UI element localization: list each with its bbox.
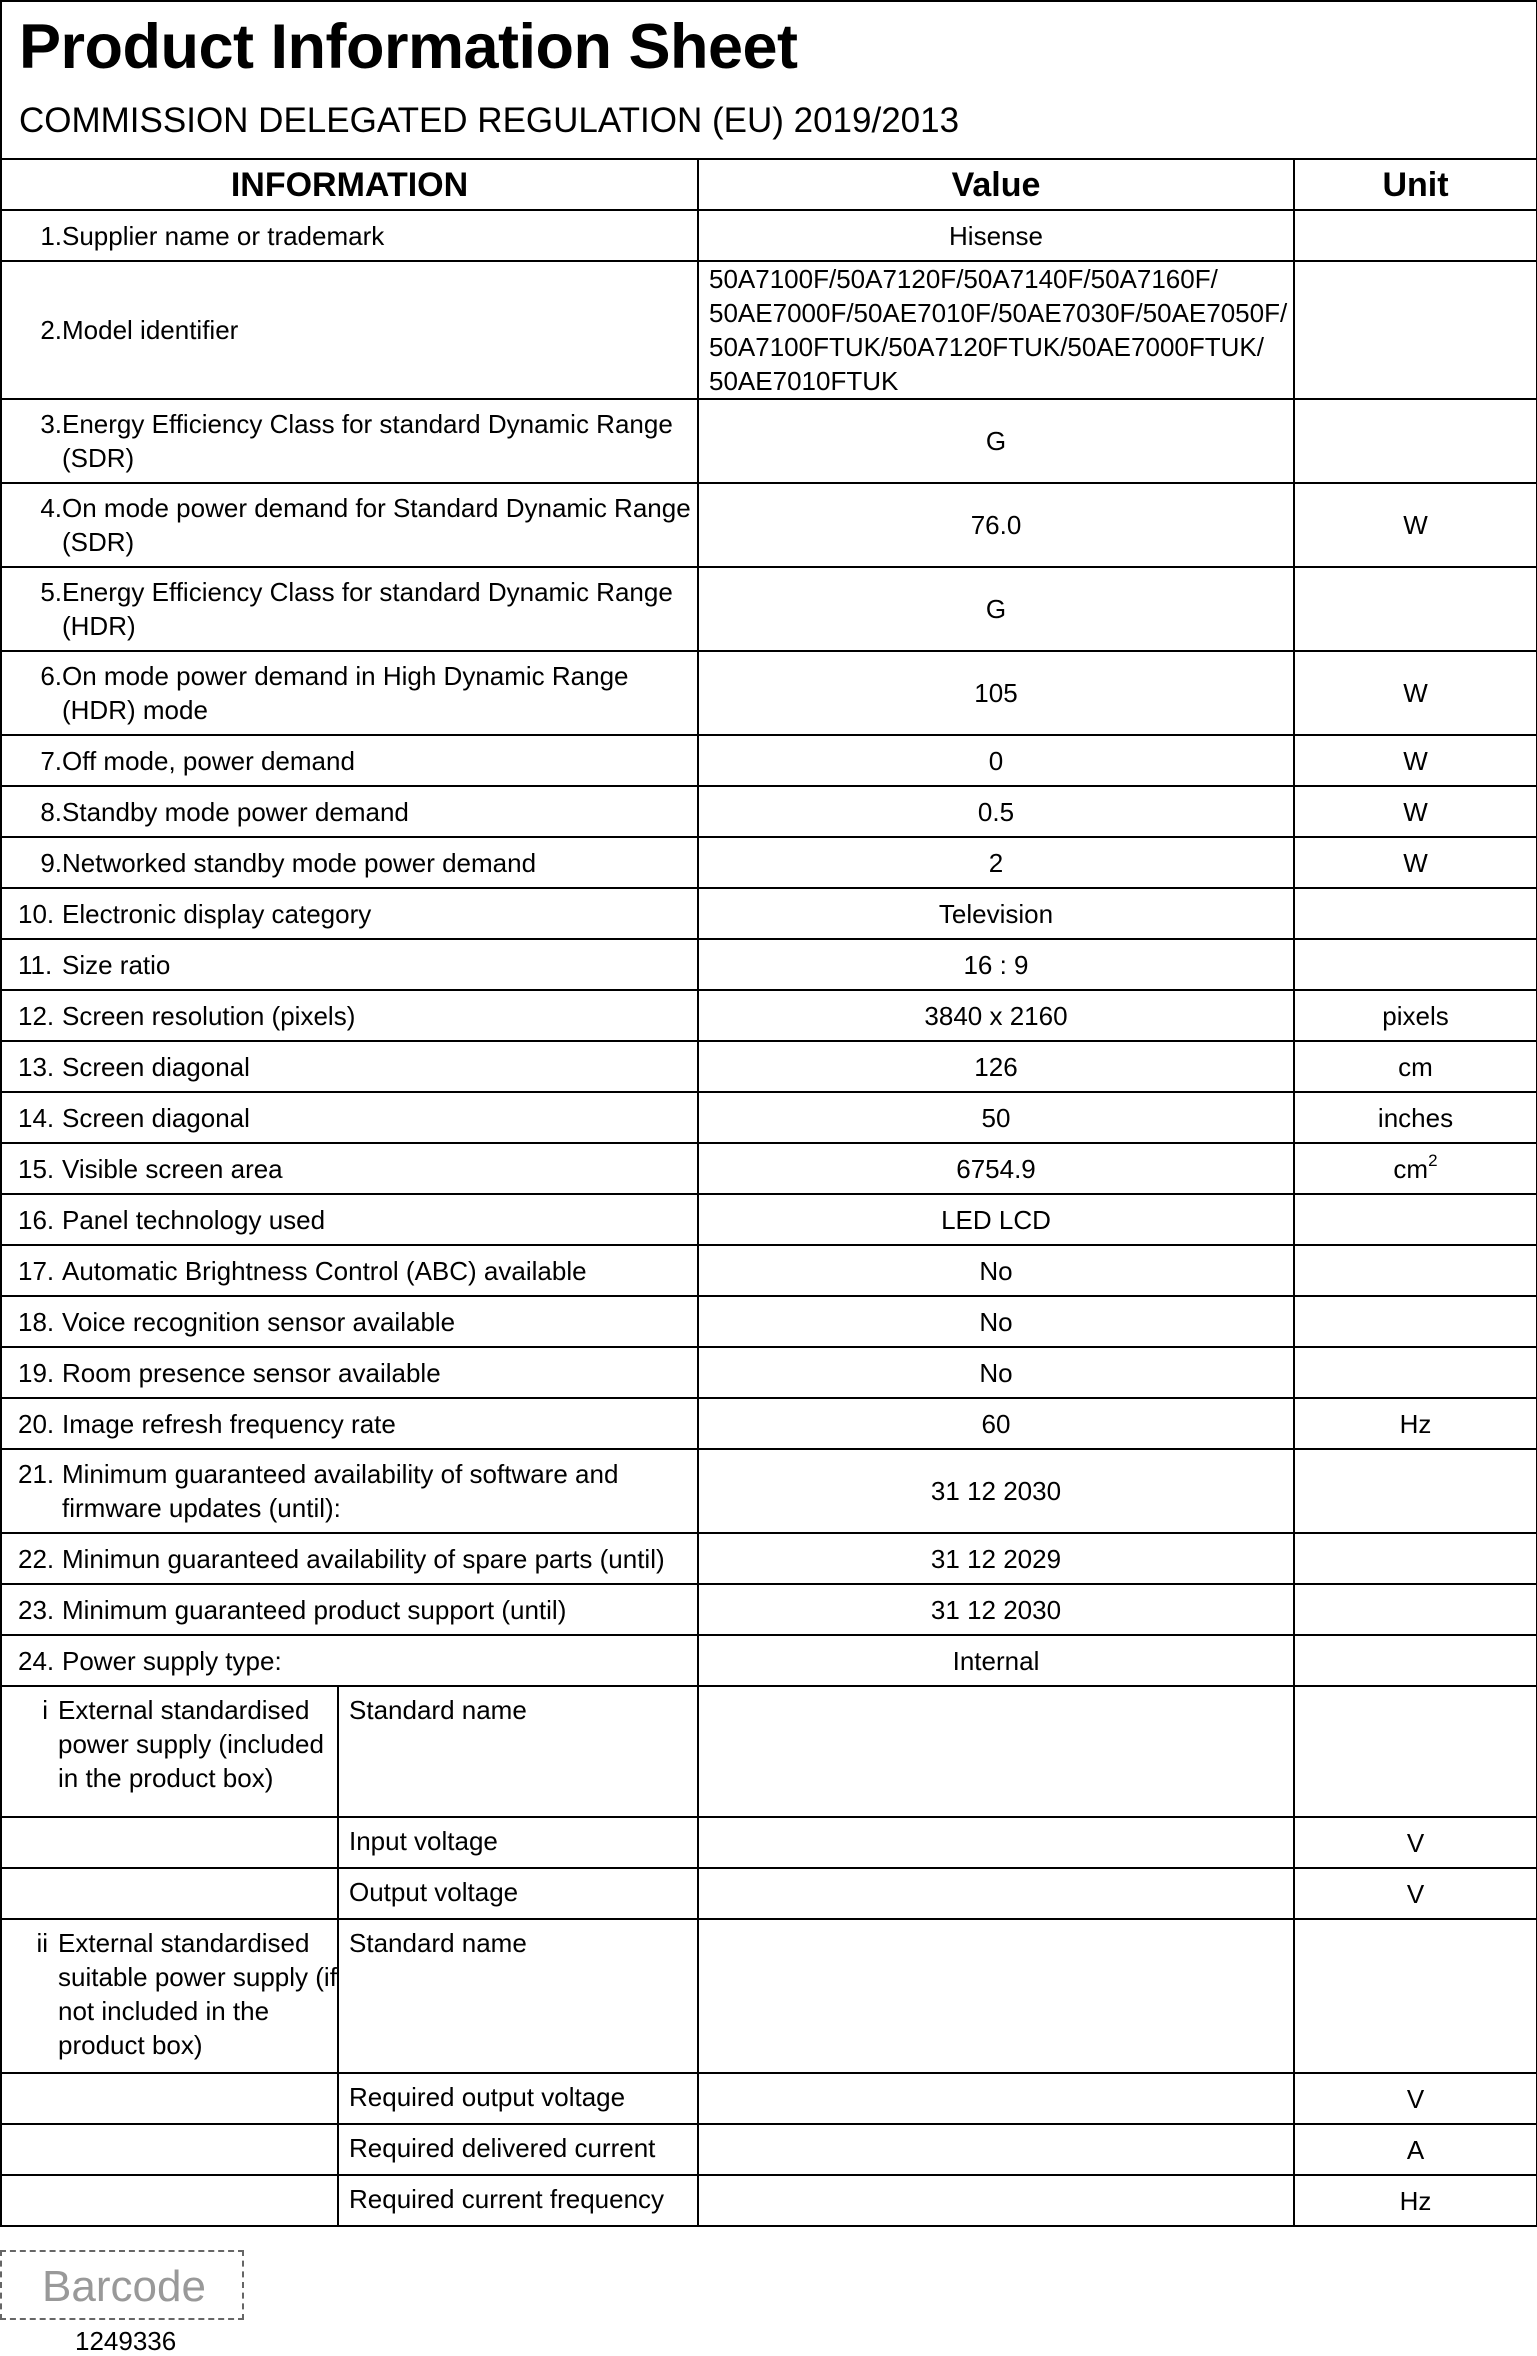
page-title: Product Information Sheet [19,12,798,82]
row-label: Energy Efficiency Class for standard Dynamic Range (SDR) [62,409,673,473]
psu-group-label-cell [1,1686,338,1817]
row-label: On mode power demand for Standard Dynamic Range (SDR) [62,493,691,557]
psu-item-value [698,2073,1294,2124]
row-number: 12. [18,1000,55,1031]
row-number: 23. [18,1594,55,1625]
psu-item-value [698,1868,1294,1919]
psu-item-label: Input voltage [338,1817,698,1868]
row-unit [1294,1194,1537,1245]
row-number: 22. [18,1543,55,1574]
row-unit [1294,1092,1537,1143]
psu-item-label: Standard name [338,1686,698,1817]
row-value: 0.5 [698,786,1294,837]
row-unit-text: Hz [1399,1408,1432,1439]
row-label: Minimun guaranteed availability of spare parts (until) [62,1543,665,1574]
row-unit [1294,990,1537,1041]
empty-cell [1,2124,338,2175]
row-unit [1294,483,1537,567]
row-value: No [698,1245,1294,1296]
psu-item-unit: Hz [1294,2175,1537,2226]
row-unit [1294,837,1537,888]
row-unit [1294,1143,1537,1194]
row-unit [1294,261,1537,399]
row-label-cell [1,735,698,786]
psu-item-unit [1294,1919,1537,2073]
row-value: 3840 x 2160 [698,990,1294,1041]
psu-group-label-cell [1,1919,338,2073]
row-number: 5. [40,577,62,607]
row-label: Size ratio [62,949,171,980]
row-label-cell [1,210,698,261]
row-number: 16. [18,1204,55,1235]
row-label: Image refresh frequency rate [62,1408,396,1439]
row-unit-text: W [1403,678,1428,708]
psu-item-label: Required output voltage [338,2073,698,2124]
row-number: 14. [18,1102,55,1133]
row-value: 50A7100F/50A7120F/50A7140F/50A7160F/ 50AE7000F/50AE7010F/50AE7030F/50AE7050F/ 50A7100FTUK/50A7120FTUK/50AE7000FTUK/ 50AE7010FTUK [698,261,1294,399]
table-row [1,210,1537,261]
row-number: 20. [18,1408,55,1439]
psu-item-value [698,1686,1294,1817]
row-value: 50 [698,1092,1294,1143]
row-number: 17. [18,1255,55,1286]
barcode-number: 1249336 [75,2326,177,2356]
row-label: Screen diagonal [62,1102,250,1133]
row-unit [1294,1584,1537,1635]
column-header-value: Value [698,159,1294,210]
psu-item-value [698,1919,1294,2073]
row-label-cell [1,837,698,888]
psu-item-value [698,2175,1294,2226]
row-label: Minimum guaranteed product support (until) [62,1594,567,1625]
row-label-cell [1,651,698,735]
row-unit-text: pixels [1382,1000,1449,1031]
row-label: Off mode, power demand [62,745,355,776]
row-value: 6754.9 [698,1143,1294,1194]
table-row [1,1143,1537,1194]
row-label-cell [1,1092,698,1143]
row-unit [1294,1347,1537,1398]
row-label: On mode power demand in High Dynamic Range (HDR) mode [62,661,629,725]
row-label: Networked standby mode power demand [62,847,537,878]
row-unit [1294,786,1537,837]
psu-numeral: ii [36,1928,48,1958]
table-row [1,1245,1537,1296]
row-label: Power supply type: [62,1645,282,1676]
row-value: 76.0 [698,483,1294,567]
row-label: Supplier name or trademark [62,220,385,251]
row-value: Television [698,888,1294,939]
row-value: 0 [698,735,1294,786]
column-header-unit: Unit [1294,159,1537,210]
row-number: 8. [40,796,62,827]
row-value: 2 [698,837,1294,888]
row-unit-text: W [1403,796,1428,827]
row-number: 21. [18,1459,55,1489]
row-value: Internal [698,1635,1294,1686]
row-number: 13. [18,1051,55,1082]
table-row [1,1584,1537,1635]
row-label-cell [1,1584,698,1635]
psu-item-unit: V [1294,1868,1537,1919]
table-row [1,2175,1537,2226]
table-row [1,990,1537,1041]
psu-item-value [698,1817,1294,1868]
table-row [1,651,1537,735]
row-value: No [698,1347,1294,1398]
row-unit [1294,210,1537,261]
psu-item-label: Required current frequency [338,2175,698,2226]
row-label-cell [1,399,698,483]
row-label-cell [1,786,698,837]
row-label-cell [1,1449,698,1533]
row-unit [1294,1398,1537,1449]
table-row [1,1398,1537,1449]
row-label-cell [1,1041,698,1092]
row-label: Automatic Brightness Control (ABC) available [62,1255,587,1286]
row-number: 2. [40,315,62,345]
row-label-cell [1,567,698,651]
row-label: Visible screen area [62,1153,283,1184]
empty-cell [1,1868,338,1919]
table-row [1,1868,1537,1919]
empty-cell [1,1817,338,1868]
row-value: G [698,399,1294,483]
row-number: 10. [18,898,55,929]
psu-item-label: Output voltage [338,1868,698,1919]
table-row [1,1092,1537,1143]
row-label: Model identifier [62,315,239,345]
row-unit [1294,399,1537,483]
table-row [1,1194,1537,1245]
empty-cell [1,2175,338,2226]
table-row [1,399,1537,483]
row-number: 7. [40,745,62,776]
table-row [1,1041,1537,1092]
row-label-cell [1,261,698,399]
psu-group-label: External standardised suitable power supply (if not included in the product box) [58,1928,337,2060]
row-unit [1294,651,1537,735]
row-unit [1294,939,1537,990]
row-value: 126 [698,1041,1294,1092]
row-value: 31 12 2030 [698,1584,1294,1635]
row-label-cell [1,1533,698,1584]
psu-item-unit [1294,1686,1537,1817]
row-value: 31 12 2029 [698,1533,1294,1584]
table-row [1,735,1537,786]
row-label: Electronic display category [62,898,372,929]
row-label: Standby mode power demand [62,796,409,827]
row-unit [1294,888,1537,939]
row-value: G [698,567,1294,651]
row-unit [1294,567,1537,651]
table-row [1,2124,1537,2175]
table-row [1,1296,1537,1347]
row-unit [1294,1296,1537,1347]
psu-item-label: Standard name [338,1919,698,2073]
row-unit [1294,1245,1537,1296]
row-unit-text: cm [1393,1153,1429,1184]
row-label: Voice recognition sensor available [62,1306,456,1337]
row-unit-text: inches [1377,1102,1454,1133]
table-row [1,1533,1537,1584]
row-number: 9. [40,847,62,878]
row-unit-text: W [1403,745,1428,776]
row-number: 11. [18,949,53,980]
column-header-information: INFORMATION [1,159,698,210]
row-label-cell [1,888,698,939]
row-value: 31 12 2030 [698,1449,1294,1533]
table-row [1,786,1537,837]
psu-item-unit: V [1294,2073,1537,2124]
sheet-header [0,0,1537,158]
table-row [1,1347,1537,1398]
row-value: 60 [698,1398,1294,1449]
row-value: Hisense [698,210,1294,261]
regulation-subtitle: COMMISSION DELEGATED REGULATION (EU) 2019/2013 [19,101,960,140]
row-label: Minimum guaranteed availability of software and firmware updates (until): [62,1459,619,1523]
row-label-cell [1,1398,698,1449]
row-number: 3. [40,409,62,439]
row-number: 4. [40,493,62,523]
table-row [1,1817,1537,1868]
row-value: 16 : 9 [698,939,1294,990]
row-number: 15. [18,1153,55,1184]
row-unit [1294,1635,1537,1686]
row-unit [1294,735,1537,786]
row-number: 1. [40,220,62,251]
row-number: 24. [18,1645,55,1676]
row-unit-text: W [1403,510,1428,540]
table-row [1,2073,1537,2124]
row-value: No [698,1296,1294,1347]
row-unit [1294,1041,1537,1092]
row-unit [1294,1533,1537,1584]
row-label-cell [1,990,698,1041]
row-label: Room presence sensor available [62,1357,441,1388]
table-row [1,1919,1537,2073]
row-label-cell [1,1296,698,1347]
row-unit-text: W [1403,847,1428,878]
psu-group-label: External standardised power supply (included in the product box) [58,1695,324,1793]
row-number: 6. [40,661,62,691]
row-value: LED LCD [698,1194,1294,1245]
barcode-placeholder [0,2250,244,2320]
table-row [1,567,1537,651]
row-label-cell [1,1143,698,1194]
barcode-label: Barcode [42,2262,206,2311]
table-row [1,1686,1537,1817]
psu-item-unit: A [1294,2124,1537,2175]
row-label-cell [1,1347,698,1398]
table-row [1,1635,1537,1686]
row-label: Screen diagonal [62,1051,250,1082]
psu-item-value [698,2124,1294,2175]
table-row [1,1449,1537,1533]
psu-item-label: Required delivered current [338,2124,698,2175]
information-table [0,158,1537,2227]
row-unit [1294,1449,1537,1533]
table-row [1,261,1537,399]
row-label: Screen resolution (pixels) [62,1000,356,1031]
row-label-cell [1,939,698,990]
psu-item-unit: V [1294,1817,1537,1868]
row-label-cell [1,1245,698,1296]
row-label-cell [1,1635,698,1686]
table-header-row [1,159,1537,210]
row-label: Panel technology used [62,1204,326,1235]
psu-numeral: i [42,1695,48,1725]
row-label-cell [1,483,698,567]
row-value: 105 [698,651,1294,735]
table-row [1,939,1537,990]
table-row [1,483,1537,567]
row-label-cell [1,1194,698,1245]
row-unit-text: cm [1398,1051,1433,1082]
unit-superscript: 2 [1428,1150,1438,1170]
row-number: 19. [18,1357,55,1388]
empty-cell [1,2073,338,2124]
row-number: 18. [18,1306,55,1337]
table-row [1,837,1537,888]
row-label: Energy Efficiency Class for standard Dynamic Range (HDR) [62,577,673,641]
table-row [1,888,1537,939]
